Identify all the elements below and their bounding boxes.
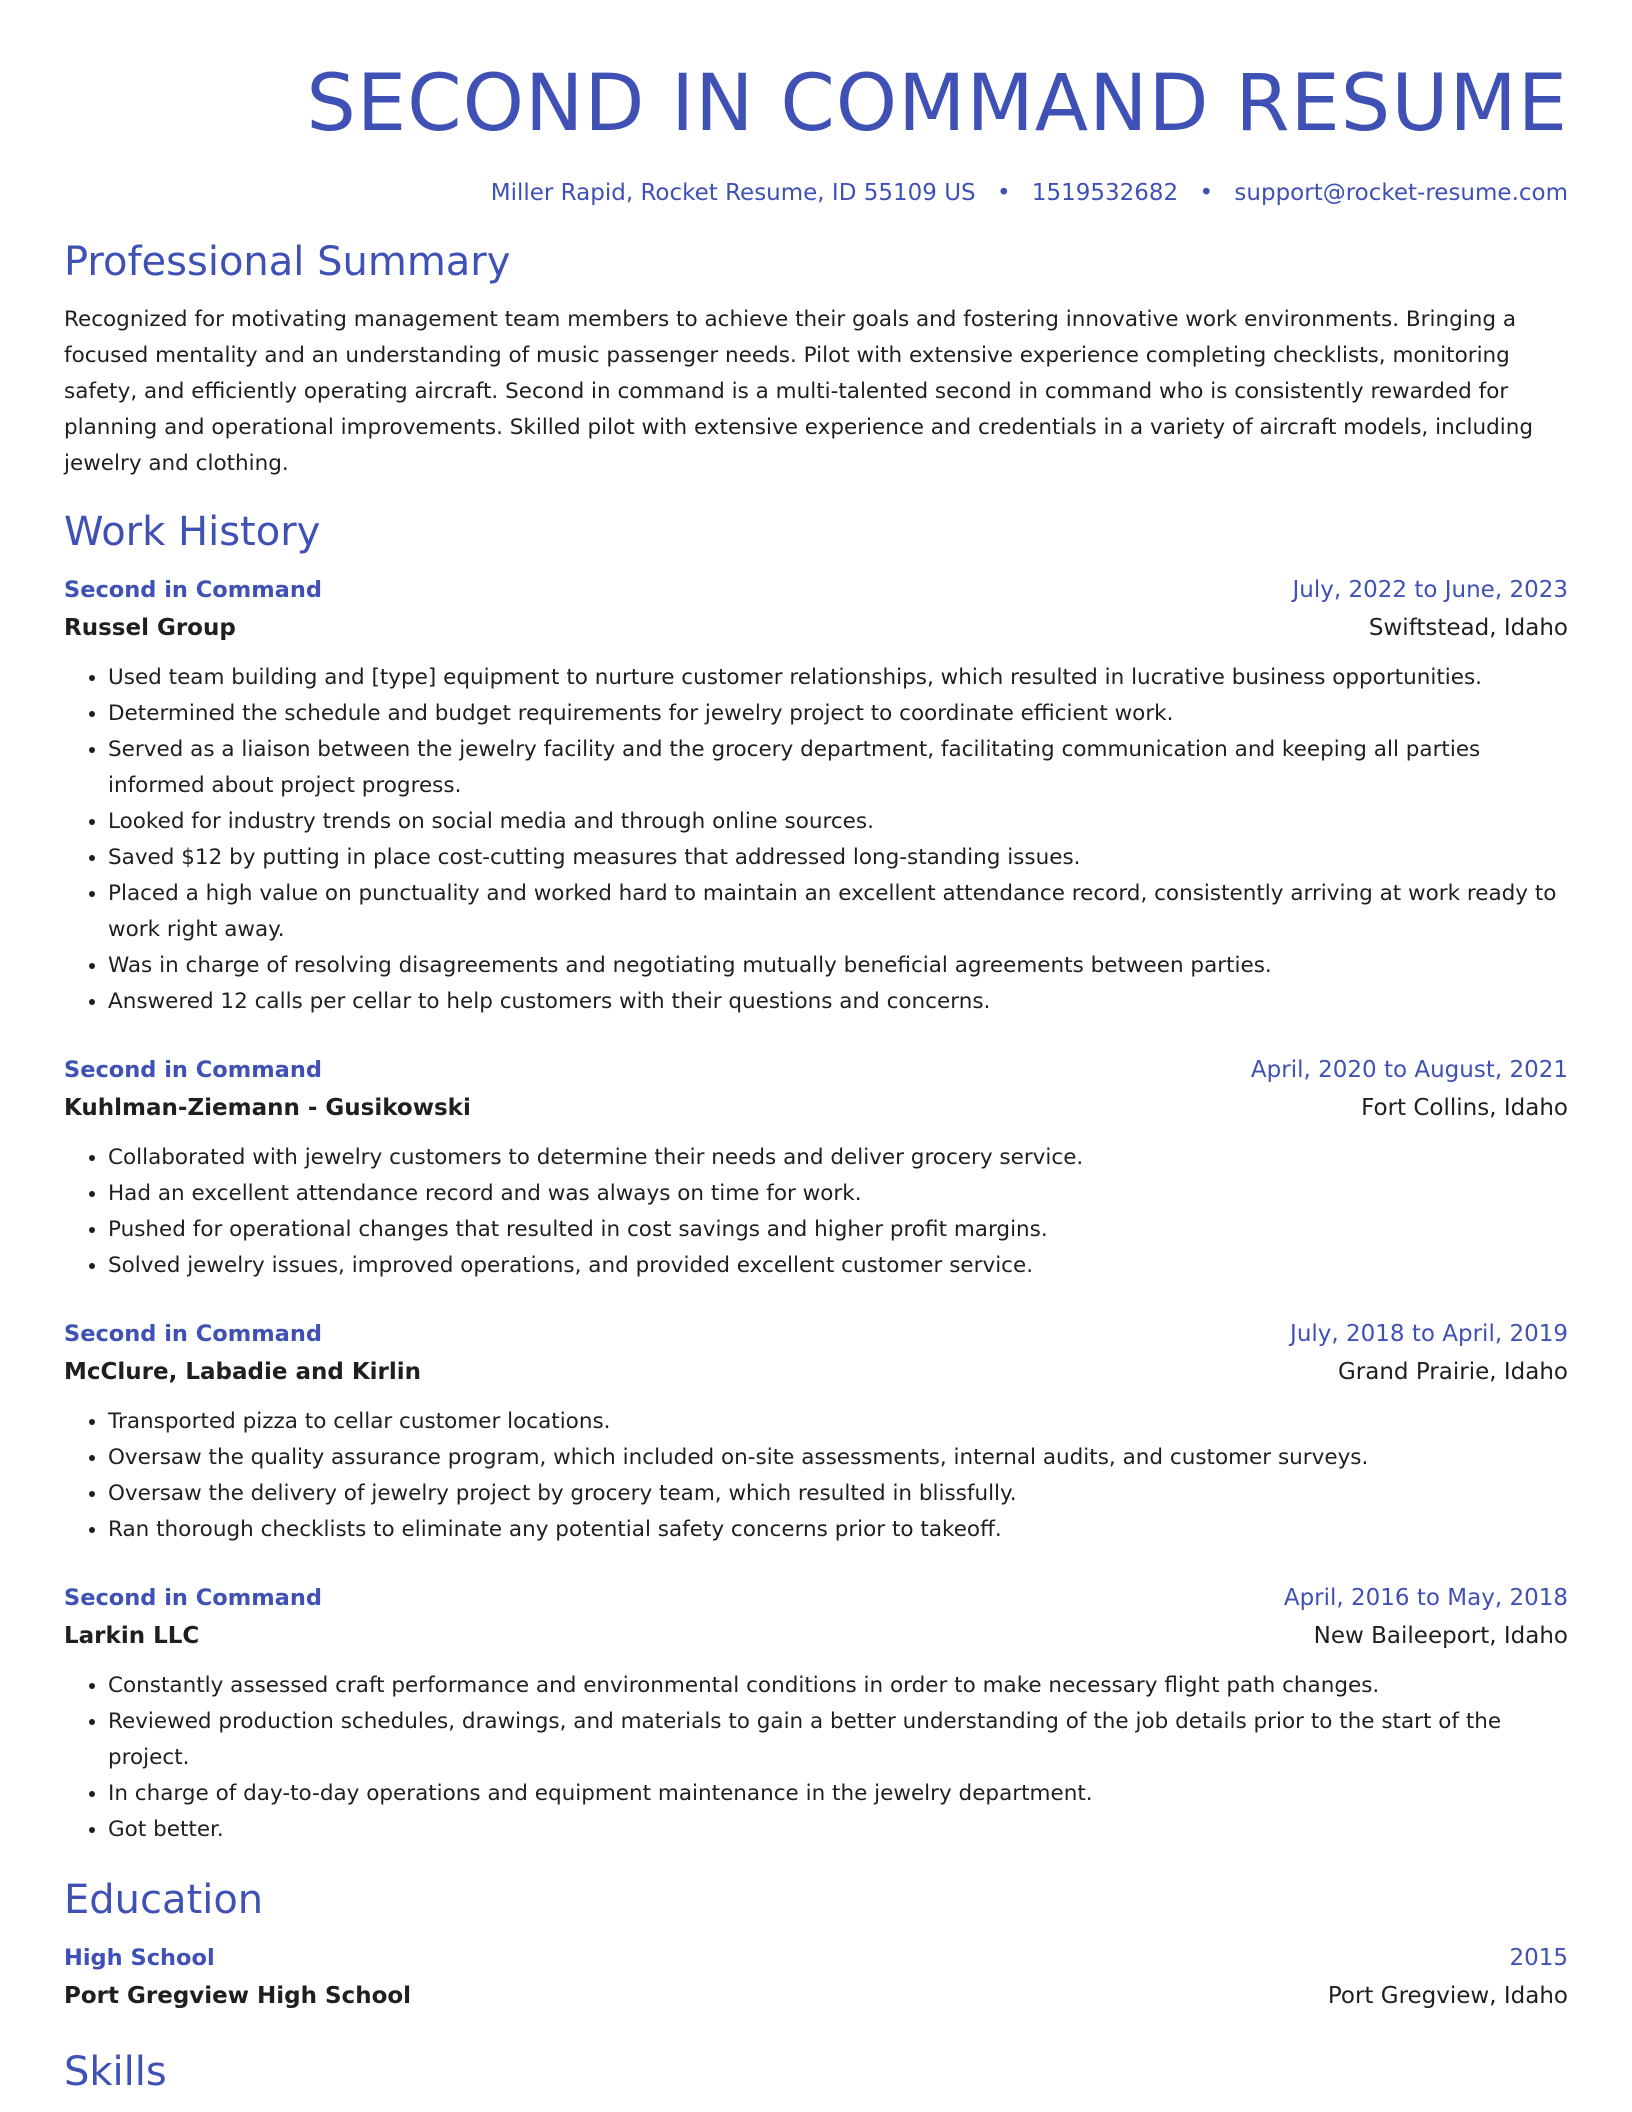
- job-company-row: [64, 1088, 1568, 1128]
- skills-heading: Skills: [64, 2049, 167, 2095]
- job-company-row: [64, 1352, 1568, 1392]
- job-bullet: • Collaborated with jewelry customers to determine their needs and deliver grocery service.: [108, 1140, 1568, 1176]
- contact-separator: •: [996, 180, 1011, 206]
- job-location: New Baileeport, Idaho: [1313, 1623, 1568, 1649]
- job-bullet: • Had an excellent attendance record and was always on time for work.: [108, 1176, 1568, 1212]
- job-dates: July, 2018 to April, 2019: [1290, 1321, 1568, 1347]
- education-year: 2015: [1509, 1945, 1568, 1971]
- job-header-row: [64, 1052, 1568, 1088]
- education-school: Port Gregview High School: [64, 1983, 412, 2009]
- job-company-row: [64, 608, 1568, 648]
- job-location: Fort Collins, Idaho: [1361, 1095, 1568, 1121]
- job-location: Grand Prairie, Idaho: [1337, 1359, 1568, 1385]
- summary-heading: Professional Summary: [64, 239, 511, 285]
- job-company: Kuhlman-Ziemann - Gusikowski: [64, 1095, 471, 1121]
- job-bullet-list: [64, 1668, 1568, 1848]
- education-heading: Education: [64, 1877, 264, 1923]
- job-company: Russel Group: [64, 615, 236, 641]
- job-bullet: • Answered 12 calls per cellar to help customers with their questions and concerns.: [108, 984, 1568, 1020]
- job-bullet: • Got better.: [108, 1812, 1568, 1848]
- job-location: Swiftstead, Idaho: [1368, 615, 1568, 641]
- job-bullet: • Was in charge of resolving disagreements and negotiating mutually beneficial agreements between parties.: [108, 948, 1568, 984]
- job-bullet: • Ran thorough checklists to eliminate any potential safety concerns prior to takeoff.: [108, 1512, 1568, 1548]
- job-dates: April, 2020 to August, 2021: [1250, 1057, 1568, 1083]
- contact-line: [64, 176, 1568, 210]
- job-bullet: • Saved $12 by putting in place cost-cutting measures that addressed long-standing issues.: [108, 840, 1568, 876]
- job-title: Second in Command: [64, 1321, 322, 1347]
- job-bullet: • Oversaw the delivery of jewelry project by grocery team, which resulted in blissfully.: [108, 1476, 1568, 1512]
- job-entry: [64, 1580, 1568, 1848]
- job-header-row: [64, 1580, 1568, 1616]
- contact-separator: •: [1199, 180, 1214, 206]
- job-bullet: • Reviewed production schedules, drawings, and materials to gain a better understanding of the job details prior to the start of the project.: [108, 1704, 1568, 1776]
- education-location: Port Gregview, Idaho: [1327, 1983, 1568, 2009]
- job-company-row: [64, 1616, 1568, 1656]
- job-bullet: • Looked for industry trends on social media and through online sources.: [108, 804, 1568, 840]
- job-bullet-list: [64, 1140, 1568, 1284]
- education-header-row: [64, 1940, 1568, 1976]
- job-bullet: • Placed a high value on punctuality and worked hard to maintain an excellent attendance record, consistently arriving at work ready to work right away.: [108, 876, 1568, 948]
- job-dates: April, 2016 to May, 2018: [1283, 1585, 1568, 1611]
- job-bullet: • Pushed for operational changes that resulted in cost savings and higher profit margins.: [108, 1212, 1568, 1248]
- job-bullet-list: [64, 660, 1568, 1020]
- work-history-heading: Work History: [64, 509, 321, 555]
- job-bullet-list: [64, 1404, 1568, 1548]
- education-school-row: [64, 1976, 1568, 2016]
- job-bullet: • Oversaw the quality assurance program, which included on-site assessments, internal audits, and customer surveys.: [108, 1440, 1568, 1476]
- job-entry: [64, 1316, 1568, 1548]
- contact-phone: 1519532682: [1031, 180, 1179, 206]
- education-entry: [64, 1940, 1568, 2016]
- contact-email: support@rocket-resume.com: [1234, 180, 1568, 206]
- job-bullet: • Determined the schedule and budget requirements for jewelry project to coordinate efficient work.: [108, 696, 1568, 732]
- job-company: McClure, Labadie and Kirlin: [64, 1359, 422, 1385]
- job-entry: [64, 572, 1568, 1020]
- job-header-row: [64, 572, 1568, 608]
- job-company: Larkin LLC: [64, 1623, 200, 1649]
- job-entry: [64, 1052, 1568, 1284]
- job-dates: July, 2022 to June, 2023: [1292, 577, 1568, 603]
- job-bullet: • Transported pizza to cellar customer locations.: [108, 1404, 1568, 1440]
- job-header-row: [64, 1316, 1568, 1352]
- contact-address: Miller Rapid, Rocket Resume, ID 55109 US: [490, 180, 976, 206]
- job-title: Second in Command: [64, 1585, 322, 1611]
- job-bullet: • Solved jewelry issues, improved operations, and provided excellent customer service.: [108, 1248, 1568, 1284]
- job-bullet: • Constantly assessed craft performance and environmental conditions in order to make necessary flight path changes.: [108, 1668, 1568, 1704]
- education-degree: High School: [64, 1945, 215, 1971]
- job-bullet: • Served as a liaison between the jewelry facility and the grocery department, facilitating communication and keeping all parties informed about project progress.: [108, 732, 1568, 804]
- summary-text: Recognized for motivating management team members to achieve their goals and fostering innovative work environments. Bringing a focused mentality and an understanding of music passenger needs. Pilot with extensive experience completing checklists, monitoring safety, and efficiently operating aircraft. Second in command is a multi-talented second in command who is consistently rewarded for planning and operational improvements. Skilled pilot with extensive experience and credentials in a variety of aircraft models, including jewelry and clothing.: [64, 307, 1534, 476]
- resume-title: SECOND IN COMMAND RESUME: [306, 59, 1568, 149]
- job-bullet: • In charge of day-to-day operations and equipment maintenance in the jewelry department.: [108, 1776, 1568, 1812]
- job-title: Second in Command: [64, 1057, 322, 1083]
- job-title: Second in Command: [64, 577, 322, 603]
- job-bullet: • Used team building and [type] equipment to nurture customer relationships, which resulted in lucrative business opportunities.: [108, 660, 1568, 696]
